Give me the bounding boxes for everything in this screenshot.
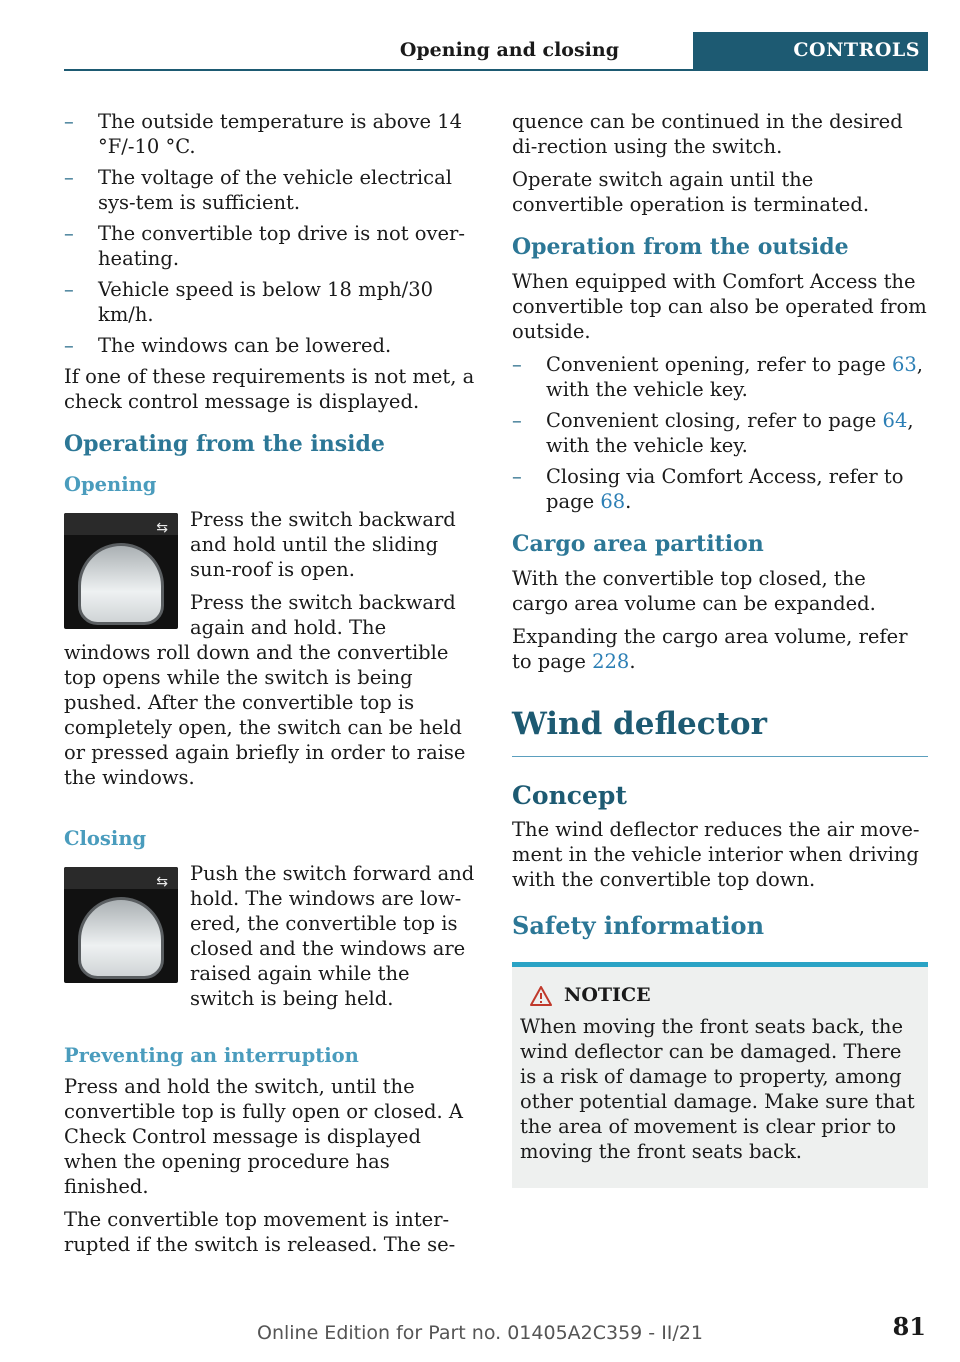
left-column [64,109,476,1265]
cargo-paragraph-1: With the convertible top closed, the cargo area volume can be expanded. [512,567,876,615]
outside-paragraph: When equipped with Comfort Access the convertible top can also be operated from outside. [512,270,927,343]
concept-paragraph: The wind deflector reduces the air move‐ment in the vehicle interior when driving with the convertible top down. [512,818,920,891]
list-item: – Convenient opening, refer to page 63, with the vehicle key. [512,352,928,402]
page-footer [0,1312,960,1352]
interruption-paragraph-1: Press and hold the switch, until the convertible top is fully open or closed. A Check Control message is displayed when the opening procedure has finished. [64,1075,463,1198]
header-rule [64,69,928,71]
page-number: 81 [892,1312,926,1341]
warning-icon [530,986,552,1006]
page-link-63[interactable]: 63 [891,353,917,376]
list-item: – Vehicle speed is below 18 mph/30 km/h. [64,277,476,327]
page-link-68[interactable]: 68 [600,490,626,513]
opening-paragraph-2: Press the switch backward again and hold. The windows roll down and the convertible top opens while the switch is being pushed. After the convertible top is completely open, the switch can be held or pressed again briefly in order to raise the windows. [64,591,466,789]
continuation-paragraph-2: Operate switch again until the convertible operation is terminated. [512,168,870,216]
notice-header [520,983,920,1008]
switch-forward-image [64,867,178,983]
interruption-paragraph-2: The convertible top movement is inter‐rupted if the switch is released. The se‐ [64,1208,456,1256]
page-header [64,32,928,71]
list-item: – The convertible top drive is not over‐heating. [64,221,476,271]
page-link-64[interactable]: 64 [882,409,908,432]
list-item: – Convenient closing, refer to page 64, with the vehicle key. [512,408,928,458]
notice-text: When moving the front seats back, the wind deflector can be damaged. There is a risk of damage to property, among other potential damage. Make sure that the area of movement is clear prior to moving the front seats back. [520,1015,915,1163]
notice-label: NOTICE [564,984,651,1006]
outside-heading: Operation from the outside [512,234,849,260]
right-column [512,109,928,1188]
list-item: – The outside temperature is above 14 °F/-10 °C. [64,109,476,159]
requirements-note: If one of these requirements is not met, a check control message is displayed. [64,365,475,413]
opening-paragraph-1: Press the switch backward and hold until the sliding sun‐roof is open. [190,508,456,581]
concept-heading: Concept [512,781,627,810]
switch-backward-image [64,513,178,629]
convertible-top-icon: ⇆ [156,874,168,890]
requirements-list [64,109,476,358]
notice-box [512,962,928,1188]
safety-heading: Safety information [512,911,765,940]
section-title: Opening and closing [399,39,619,61]
cargo-paragraph-2: Expanding the cargo area volume, refer to page 228. [512,625,908,673]
closing-paragraph: Push the switch forward and hold. The windows are low‐ered, the convertible top is closed and the windows are raised again while the switch is being held. [190,862,475,1010]
cargo-heading: Cargo area partition [512,531,764,557]
list-item: – Closing via Comfort Access, refer to page 68. [512,464,928,514]
outside-list [512,352,928,514]
page-link-228[interactable]: 228 [592,650,630,673]
edition-text: Online Edition for Part no. 01405A2C359 - II/21 [256,1322,703,1344]
closing-heading: Closing [64,827,147,850]
chapter-tab: CONTROLS [693,32,928,71]
switch-knob-graphic [78,897,164,979]
chapter-heading: Wind deflector [512,702,928,757]
opening-heading: Opening [64,473,157,496]
list-item: – The windows can be lowered. [64,333,476,358]
switch-knob-graphic [78,543,164,625]
inside-heading: Operating from the inside [64,431,385,457]
continuation-paragraph-1: quence can be continued in the desired di‐rection using the switch. [512,110,903,158]
convertible-top-icon: ⇆ [156,520,168,536]
interruption-heading: Preventing an interruption [64,1044,359,1067]
list-item: – The voltage of the vehicle electrical sys‐tem is sufficient. [64,165,476,215]
